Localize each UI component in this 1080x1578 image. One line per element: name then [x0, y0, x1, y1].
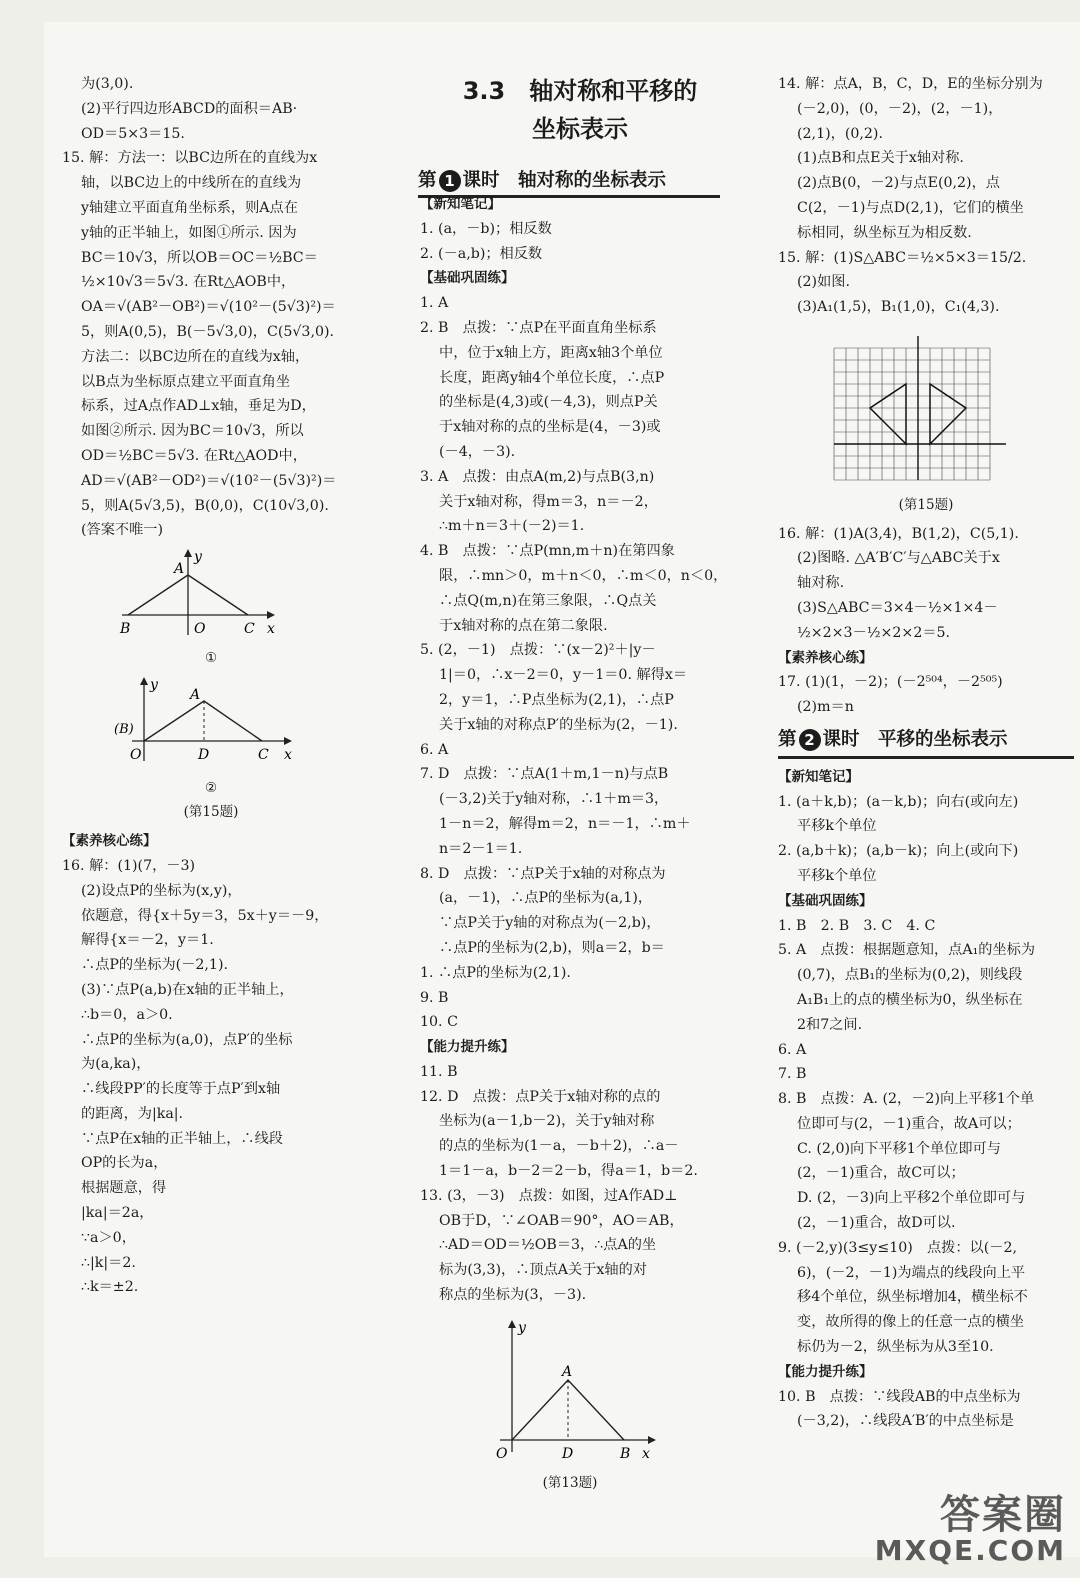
column-3 — [778, 72, 1074, 1434]
fig2-label-b: (B) — [114, 721, 134, 737]
col1-bottom-line: 根据题意，得 — [81, 1180, 167, 1197]
figure-15-2 — [62, 675, 360, 825]
col1-top-line: AD＝√(AB²－OD²)＝√(10²－(5√3)²)＝ — [81, 472, 337, 489]
watermark-line1: 答案圈 — [940, 1492, 1066, 1538]
col3-bottom-line: 1. (a＋k,b)；(a－k,b)；向右(或向左) — [778, 793, 1019, 810]
col2-line: 【新知笔记】 — [420, 196, 501, 212]
col2-line: 2，y＝1，∴P点坐标为(2,1)，∴点P — [439, 691, 674, 708]
col2-line: 关于x轴对称，得m＝3，n＝－2， — [439, 493, 658, 510]
col3-mid-line: 17. (1)(1，－2)；(－2⁵⁰⁴，－2⁵⁰⁵) — [778, 674, 1003, 691]
col3-top-line: (1)点B和点E关于x轴对称. — [797, 150, 964, 167]
fig1-label-o: O — [194, 621, 206, 638]
col3-bottom-line: 移4个单位，纵坐标增加4，横坐标不 — [797, 1289, 1028, 1306]
col2-line: 关于x轴的对称点P′的坐标为(2，－1). — [439, 716, 678, 733]
lesson1-label: 课时 轴对称的坐标表示 — [462, 170, 667, 191]
col2-line: 称点的坐标为(3，－3). — [439, 1287, 587, 1304]
fig13-label-x: x — [642, 1445, 650, 1462]
col1-top-line: 5，则A(0,5)，B(－5√3,0)，C(5√3,0). — [81, 323, 335, 340]
col3-bottom-line: 9. (－2,y)(3≤y≤10) 点拨：以(－2, — [778, 1239, 1017, 1256]
column-2 — [420, 192, 728, 1499]
col3-bottom-line: 标仍为－2，纵坐标为从3至10. — [797, 1339, 994, 1356]
col1-bottom-line: 解得{x＝－2，y＝1. — [81, 932, 214, 949]
col1-bottom-line: |ka|＝2a， — [81, 1205, 154, 1222]
col1-top-line: OD＝5×3＝15. — [81, 125, 185, 142]
col3-bottom-line: A₁B₁上的点的横坐标为0，纵坐标在 — [797, 991, 1023, 1008]
col3-bottom-line: 【能力提升练】 — [778, 1363, 873, 1380]
col1-bottom-line: 依题意，得{x＋5y＝3，5x＋y＝－9， — [81, 907, 329, 924]
col2-line: (a，－1)，∴点P的坐标为(a,1)， — [439, 890, 653, 907]
col1-top-line: 15. 解：方法一：以BC边所在的直线为x — [62, 150, 318, 167]
col2-line: 的坐标是(4,3)或(－4,3)，则点P关 — [439, 394, 658, 411]
fig1-label-b: B — [120, 621, 131, 638]
col3-bottom-line: (－3,2)，∴线段A′B′的中点坐标是 — [797, 1413, 1014, 1430]
col3-bottom-line: 1. B 2. B 3. C 4. C — [778, 917, 936, 934]
col2-line: 7. D 点拨：∵点A(1＋m,1－n)与点B — [420, 766, 669, 783]
col3-bottom-line: 平移k个单位 — [797, 867, 877, 884]
grid-figure-svg — [778, 324, 1068, 484]
lesson2-title — [778, 728, 1074, 759]
lesson1-number: 1 — [439, 170, 461, 192]
col1-top-line: ½×10√3＝5√3. 在Rt△AOB中， — [81, 274, 296, 291]
col3-top-line: (－2,0)，(0，－2)，(2，－1)， — [797, 100, 1003, 117]
lesson2-number: 2 — [799, 729, 821, 751]
fig13-label-d: D — [562, 1445, 574, 1462]
fig13-label-a: A — [562, 1363, 573, 1380]
col1-top-line: (2)平行四边形ABCD的面积＝AB· — [81, 100, 298, 117]
col3-mid-line: (2)m＝n — [797, 699, 854, 716]
col3-mid-line: 16. 解：(1)A(3,4)，B(1,2)，C(5,1). — [778, 525, 1019, 542]
col1-top-line: 以B点为坐标原点建立平面直角坐 — [81, 373, 291, 390]
col2-line: 1. A — [420, 295, 449, 312]
col1-bottom-line: 为(a,ka)， — [81, 1056, 151, 1073]
col3-top-line: (2)如图. — [797, 274, 850, 291]
col3-bottom-line: 【新知笔记】 — [778, 768, 859, 785]
col3-bottom-line: (2，－1)重合，故C可以； — [797, 1165, 965, 1182]
col1-bottom-line: (2)设点P的坐标为(x,y)， — [81, 882, 242, 899]
col1-bottom-line: ∴b＝0，a＞0. — [81, 1006, 173, 1023]
col2-line: 12. D 点拨：点P关于x轴对称的点的 — [420, 1088, 661, 1105]
figure-15-1-svg — [62, 547, 352, 637]
col3-top-line: (2,1)，(0,2). — [797, 125, 883, 142]
col1-top-line: y轴的正半轴上，如图①所示. 因为 — [81, 224, 297, 241]
figure-13 — [420, 1312, 720, 1496]
col1-bottom-line: ∴|k|＝2. — [81, 1254, 136, 1271]
col2-line: OB于D，∵∠OAB＝90°，AO＝AB， — [439, 1212, 684, 1229]
col2-line: 于x轴对称的点在第二象限. — [439, 617, 608, 634]
col3-bottom-line: 10. B 点拨：∵线段AB的中点坐标为 — [778, 1388, 1021, 1405]
fig2-caption: ② — [204, 779, 218, 796]
col3-mid-line: 【素养核心练】 — [778, 649, 873, 666]
col3-bottom-line: D. (2，－3)向上平移2个单位即可与 — [797, 1190, 1026, 1207]
col3-bottom-line: C. (2,0)向下平移1个单位即可与 — [797, 1140, 1001, 1157]
col2-line: 限，∴mn＞0，m＋n＜0，∴m＜0，n＜0， — [439, 567, 728, 584]
fig2-label-o: O — [130, 746, 142, 763]
fig13-label-y: y — [518, 1319, 526, 1336]
col3-top-line: 标相同，纵坐标互为相反数. — [797, 224, 972, 241]
col3-bottom-line: 7. B — [778, 1066, 807, 1083]
col2-line: 1－n＝2，解得m＝2，n＝－1，∴m＋ — [439, 815, 691, 832]
col1-top-line: (答案不唯一) — [81, 522, 164, 539]
fig15-caption: (第15题) — [183, 804, 239, 821]
col3-bottom-line: (0,7)，点B₁的坐标为(0,2)，则线段 — [797, 967, 1023, 984]
col3-bottom-line: 2和7之间. — [797, 1016, 863, 1033]
col2-line: ∵点P关于y轴的对称点为(－2,b)， — [439, 915, 661, 932]
col3-top-line: 14. 解：点A，B，C，D，E的坐标分别为 — [778, 76, 1043, 92]
col1-bottom-line: ∴点P的坐标为(－2,1). — [81, 957, 229, 974]
col3-top-line: (2)点B(0，－2)与点E(0,2)，点 — [797, 175, 1000, 192]
col3-mid-line: ½×2×3－½×2×2＝5. — [797, 624, 951, 641]
lesson1-pre: 第 — [418, 170, 437, 191]
col1-bottom-line: ∵点P在x轴的正半轴上，∴线段 — [81, 1130, 283, 1147]
fig2-label-d: D — [198, 746, 210, 763]
col2-line: (－4，－3). — [439, 443, 516, 460]
watermark-logo — [875, 1494, 1066, 1566]
col2-line: ∴AD＝OD＝½OB＝3，∴点A的坐 — [439, 1237, 657, 1254]
section-title-line2: 坐标表示 — [532, 115, 628, 143]
col2-line: 6. A — [420, 741, 449, 758]
col2-line: 中，位于x轴上方，距离x轴3个单位 — [439, 344, 663, 361]
col1-bottom-line: 16. 解：(1)(7，－3) — [62, 857, 196, 874]
col2-line: 5. (2，－1) 点拨：∵(x－2)²＋|y－ — [420, 642, 656, 659]
col2-line: 4. B 点拨：∵点P(mn,m＋n)在第四象 — [420, 543, 675, 560]
c3-fig15-caption: (第15题) — [898, 496, 954, 513]
fig13-label-o: O — [496, 1445, 508, 1462]
col3-bottom-line: 6)，(－2，－1)为端点的线段向上平 — [797, 1264, 1026, 1281]
section-title — [430, 72, 730, 148]
fig13-caption: (第13题) — [542, 1474, 598, 1491]
col2-line: 标为(3,3)，∴顶点A关于x轴的对 — [439, 1262, 647, 1279]
col2-line: (－3,2)关于y轴对称，∴1＋m＝3， — [439, 791, 669, 808]
col2-line: ∴点Q(m,n)在第三象限，∴Q点关 — [439, 592, 657, 609]
col1-top-line: y轴建立平面直角坐标系，则A点在 — [81, 199, 298, 216]
col1-bottom-line: (3)∵点P(a,b)在x轴的正半轴上， — [81, 981, 294, 998]
col2-line: 2. (－a,b)；相反数 — [420, 245, 543, 262]
col1-top-line: OA＝√(AB²－OB²)＝√(10²－(5√3)²)＝ — [81, 299, 336, 316]
col3-bottom-line: 【基础巩固练】 — [778, 892, 873, 909]
col3-top-line: 15. 解：(1)S△ABC＝½×5×3＝15/2. — [778, 249, 1027, 266]
col3-mid-line: (2)图略. △A′B′C′与△ABC关于x — [797, 550, 1000, 567]
col3-bottom-line: 平移k个单位 — [797, 818, 877, 835]
col1-top-line: BC＝10√3，所以OB＝OC＝½BC＝ — [81, 249, 318, 266]
figure-15-1 — [62, 547, 360, 671]
lesson2-label: 课时 平移的坐标表示 — [822, 728, 1008, 750]
col2-line: ∴m＋n＝3＋(－2)＝1. — [439, 518, 585, 535]
col1-bottom-line: ∴线段PP′的长度等于点P′到x轴 — [81, 1081, 281, 1098]
fig1-label-c: C — [244, 621, 255, 638]
col1-top-line: 为(3,0). — [81, 76, 134, 92]
col3-bottom-line: 变，故所得的像上的任意一点的横坐 — [797, 1314, 1025, 1331]
col3-top-line: C(2，－1)与点D(2,1)，它们的横坐 — [797, 199, 1024, 216]
col2-line: 1|＝0，∴x－2＝0，y－1＝0. 解得x＝ — [439, 667, 688, 684]
col3-bottom-line: 6. A — [778, 1041, 807, 1058]
col3-bottom-line: 2. (a,b＋k)；(a,b－k)；向上(或向下) — [778, 843, 1019, 860]
figure-15-2-svg — [62, 675, 352, 767]
col2-line: 【基础巩固练】 — [420, 270, 515, 287]
fig2-label-a: A — [190, 686, 201, 703]
col2-line: 1. ∴点P的坐标为(2,1). — [420, 964, 571, 981]
col2-line: 8. D 点拨：∵点P关于x轴的对称点为 — [420, 865, 666, 882]
fig2-label-y: y — [150, 676, 158, 693]
fig1-label-x: x — [267, 621, 275, 638]
col1-top-line: 标系，过A点作AD⊥x轴，垂足为D， — [81, 398, 316, 415]
col1-bottom-line: ∵a＞0， — [81, 1229, 136, 1246]
col2-line: 长度，距离y轴4个单位长度，∴点P — [439, 369, 665, 386]
col3-mid-line: (3)S△ABC＝3×4－½×1×4－ — [797, 599, 998, 616]
col2-line: 【能力提升练】 — [420, 1039, 515, 1056]
fig1-label-a: A — [174, 561, 185, 578]
col1-top-line: 如图②所示. 因为BC＝10√3，所以 — [81, 423, 304, 440]
col2-line: 10. C — [420, 1014, 458, 1031]
lesson2-pre: 第 — [778, 728, 797, 750]
col3-bottom-line: (2，－1)重合，故D可以. — [797, 1215, 956, 1232]
col3-bottom-line: 5. A 点拨：根据题意知，点A₁的坐标为 — [778, 942, 1036, 959]
col2-line: 1. (a，－b)；相反数 — [420, 220, 552, 237]
column-1 — [62, 72, 360, 1300]
col1-bottom-line: 的距离，为|ka|. — [81, 1105, 184, 1122]
fig2-label-c: C — [258, 746, 269, 763]
col2-line: ∴点P的坐标为(2,b)，则a＝2，b＝ — [439, 939, 665, 956]
fig1-caption: ① — [204, 649, 218, 666]
fig2-label-x: x — [284, 746, 292, 763]
col1-top-line: 5，则A(5√3,5)，B(0,0)，C(10√3,0). — [81, 497, 329, 514]
col1-top-line: OD＝½BC＝5√3. 在Rt△AOD中， — [81, 447, 307, 464]
col2-line: 13. (3，－3) 点拨：如图，过A作AD⊥ — [420, 1187, 678, 1204]
section-title-line1: 3.3 轴对称和平移的 — [462, 77, 698, 105]
block-label-core: 【素养核心练】 — [62, 833, 157, 850]
figure-13-svg — [420, 1312, 710, 1462]
col2-line: 2. B 点拨：∵点P在平面直角坐标系 — [420, 319, 657, 336]
col2-line: n＝2－1＝1. — [439, 840, 523, 857]
col1-bottom-line: ∴k＝±2. — [81, 1279, 139, 1296]
figure-c3-15 — [778, 324, 1074, 518]
col2-line: 坐标为(a－1,b－2)，关于y轴对称 — [439, 1113, 655, 1130]
fig1-label-y: y — [194, 549, 202, 566]
col1-top-line: 方法二：以BC边所在的直线为x轴， — [81, 348, 310, 365]
watermark-line2: MXQE.COM — [874, 1534, 1066, 1567]
col3-mid-line: 轴对称. — [797, 575, 845, 592]
col3-bottom-line: 位即可与(2，－1)重合，故A可以； — [797, 1115, 1021, 1132]
col2-line: 的点的坐标为(1－a，－b＋2)，∴a－ — [439, 1138, 679, 1155]
col1-bottom-line: ∴点P的坐标为(a,0)，点P′的坐标 — [81, 1031, 293, 1048]
col1-bottom-line: OP的长为a， — [81, 1155, 168, 1172]
col1-top-line: 轴，以BC边上的中线所在的直线为 — [81, 175, 302, 192]
col2-line: 1＝1－a，b－2＝2－b，得a＝1，b＝2. — [439, 1163, 698, 1180]
col2-line: 3. A 点拨：由点A(m,2)与点B(3,n) — [420, 468, 655, 485]
col2-line: 11. B — [420, 1063, 458, 1080]
fig13-label-b: B — [620, 1445, 631, 1462]
col2-line: 9. B — [420, 989, 449, 1006]
col3-bottom-line: 8. B 点拨：A. (2，－2)向上平移1个单 — [778, 1091, 1035, 1108]
col3-top-line: (3)A₁(1,5)，B₁(1,0)，C₁(4,3). — [797, 299, 1000, 316]
col2-line: 于x轴对称的点的坐标是(4，－3)或 — [439, 419, 661, 436]
